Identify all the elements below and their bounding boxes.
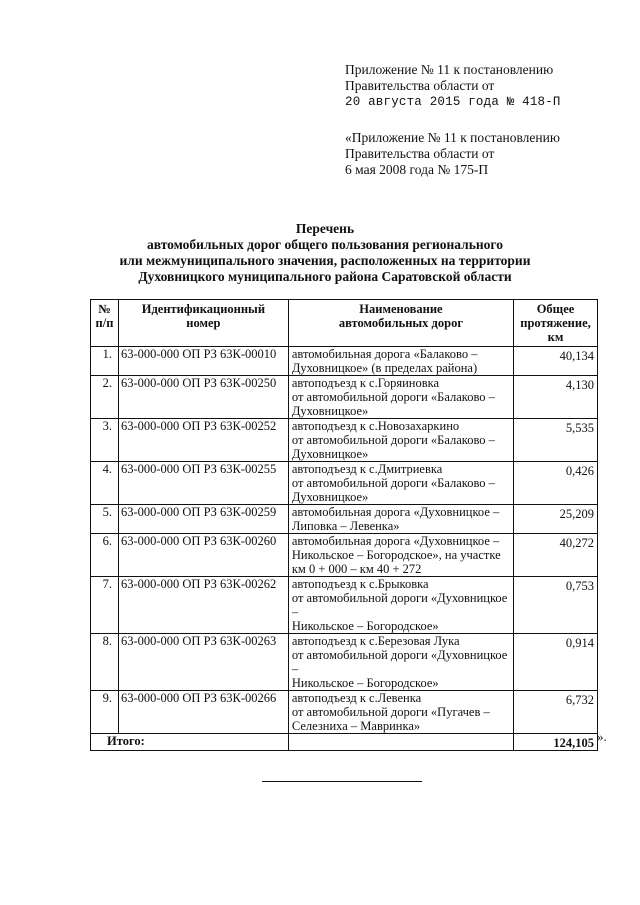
road-name-line: Духовницкое» <box>291 404 369 418</box>
header-text: протяжение, <box>520 316 591 330</box>
row-identifier: 63-000-000 ОП РЗ 63К-00266 <box>118 691 288 734</box>
road-name-line: от автомобильной дороги «Балаково – <box>291 476 495 490</box>
table-row <box>91 347 598 376</box>
row-identifier: 63-000-000 ОП РЗ 63К-00260 <box>118 534 288 577</box>
total-empty <box>288 734 513 751</box>
row-length: 40,134 <box>514 347 598 376</box>
row-number: 2. <box>91 376 119 419</box>
road-name-line: Липовка – Левенка» <box>291 519 400 533</box>
table-row <box>91 376 598 419</box>
title-line: Перечень <box>295 221 355 236</box>
road-name-line: автоподъезд к с.Дмитриевка <box>291 462 443 476</box>
road-name-line: автомобильная дорога «Духовницкое – <box>291 505 500 519</box>
table-row <box>91 419 598 462</box>
document-title <box>60 221 590 285</box>
row-identifier: 63-000-000 ОП РЗ 63К-00252 <box>118 419 288 462</box>
road-name-line: Селезниха – Мавринка» <box>291 719 421 733</box>
road-name-line: от автомобильной дороги «Балаково – <box>291 433 495 447</box>
road-name-line: от автомобильной дороги «Балаково – <box>291 390 495 404</box>
header-text: Общее <box>536 302 575 316</box>
header-text: Идентификационный <box>141 302 266 316</box>
road-name-line: от автомобильной дороги «Духовницкое – <box>291 648 508 676</box>
title-line: автомобильных дорог общего пользования регионального <box>147 237 503 252</box>
row-length: 0,426 <box>514 462 598 505</box>
row-road-name <box>288 577 513 634</box>
road-name-line: км 0 + 000 – км 40 + 272 <box>291 562 422 576</box>
row-number: 9. <box>91 691 119 734</box>
title-line: или межмуниципального значения, расположенных на территории <box>119 253 531 268</box>
road-name-line: автоподъезд к с.Березовая Лука <box>291 634 460 648</box>
original-header-line: Правительства области от <box>345 146 495 161</box>
road-name-line: автоподъезд к с.Горяиновка <box>291 376 440 390</box>
table-row <box>91 691 598 734</box>
row-number: 4. <box>91 462 119 505</box>
original-header-line: 6 мая 2008 года № 175-П <box>345 162 489 177</box>
header-length <box>514 300 598 347</box>
row-road-name <box>288 505 513 534</box>
table-row <box>91 634 598 691</box>
row-identifier: 63-000-000 ОП РЗ 63К-00010 <box>118 347 288 376</box>
row-length: 0,753 <box>514 577 598 634</box>
row-road-name <box>288 534 513 577</box>
header-id <box>118 300 288 347</box>
row-length: 40,272 <box>514 534 598 577</box>
header-num <box>91 300 119 347</box>
row-number: 5. <box>91 505 119 534</box>
original-header-line: «Приложение № 11 к постановлению <box>345 130 560 145</box>
road-name-line: Духовницкое» <box>291 447 369 461</box>
header-name <box>288 300 513 347</box>
row-road-name <box>288 634 513 691</box>
row-identifier: 63-000-000 ОП РЗ 63К-00259 <box>118 505 288 534</box>
road-name-line: автомобильная дорога «Балаково – <box>291 347 478 361</box>
row-identifier: 63-000-000 ОП РЗ 63К-00255 <box>118 462 288 505</box>
row-number: 6. <box>91 534 119 577</box>
row-length: 5,535 <box>514 419 598 462</box>
header-text: номер <box>186 316 221 330</box>
row-identifier: 63-000-000 ОП РЗ 63К-00250 <box>118 376 288 419</box>
row-number: 3. <box>91 419 119 462</box>
row-road-name <box>288 347 513 376</box>
road-name-line: от автомобильной дороги «Пугачев – <box>291 705 490 719</box>
total-label: Итого: <box>91 734 289 751</box>
header-text: п/п <box>95 316 114 330</box>
road-name-line: Никольское – Богородское» <box>291 676 439 690</box>
appendix-header-line: Правительства области от <box>345 78 495 93</box>
appendix-header <box>345 62 625 110</box>
row-road-name <box>288 376 513 419</box>
roads-table <box>90 299 598 751</box>
road-name-line: Никольское – Богородское» <box>291 619 439 633</box>
header-text: автомобильных дорог <box>338 316 463 330</box>
header-text: км <box>547 330 564 344</box>
table-header-row <box>91 300 598 347</box>
header-text: № <box>98 302 111 316</box>
row-road-name <box>288 419 513 462</box>
row-identifier: 63-000-000 ОП РЗ 63К-00262 <box>118 577 288 634</box>
road-name-line: автоподъезд к с.Брыковка <box>291 577 429 591</box>
row-length: 6,732 <box>514 691 598 734</box>
table-row <box>91 534 598 577</box>
total-value: 124,105 <box>514 734 598 751</box>
original-appendix-header <box>345 130 625 178</box>
row-number: 1. <box>91 347 119 376</box>
road-name-line: Духовницкое» <box>291 490 369 504</box>
row-length: 0,914 <box>514 634 598 691</box>
row-number: 7. <box>91 577 119 634</box>
road-name-line: от автомобильной дороги «Духовницкое – <box>291 591 508 619</box>
table-row <box>91 577 598 634</box>
appendix-header-date-line: 20 августа 2015 года № 418-П <box>345 95 561 109</box>
road-name-line: Никольское – Богородское», на участке <box>291 548 501 562</box>
table-row <box>91 462 598 505</box>
closing-quote: ». <box>597 729 607 744</box>
row-number: 8. <box>91 634 119 691</box>
row-identifier: 63-000-000 ОП РЗ 63К-00263 <box>118 634 288 691</box>
row-length: 25,209 <box>514 505 598 534</box>
row-road-name <box>288 691 513 734</box>
separator-line <box>262 781 422 782</box>
appendix-header-line: Приложение № 11 к постановлению <box>345 62 554 77</box>
road-name-line: автомобильная дорога «Духовницкое – <box>291 534 500 548</box>
road-name-line: автоподъезд к с.Новозахаркино <box>291 419 460 433</box>
title-line: Духовницкого муниципального района Саратовской области <box>138 269 512 284</box>
total-row <box>91 734 598 751</box>
road-name-line: автоподъезд к с.Левенка <box>291 691 422 705</box>
row-road-name <box>288 462 513 505</box>
header-text: Наименование <box>359 302 443 316</box>
road-name-line: Духовницкое» (в пределах района) <box>291 361 478 375</box>
row-length: 4,130 <box>514 376 598 419</box>
table-row <box>91 505 598 534</box>
